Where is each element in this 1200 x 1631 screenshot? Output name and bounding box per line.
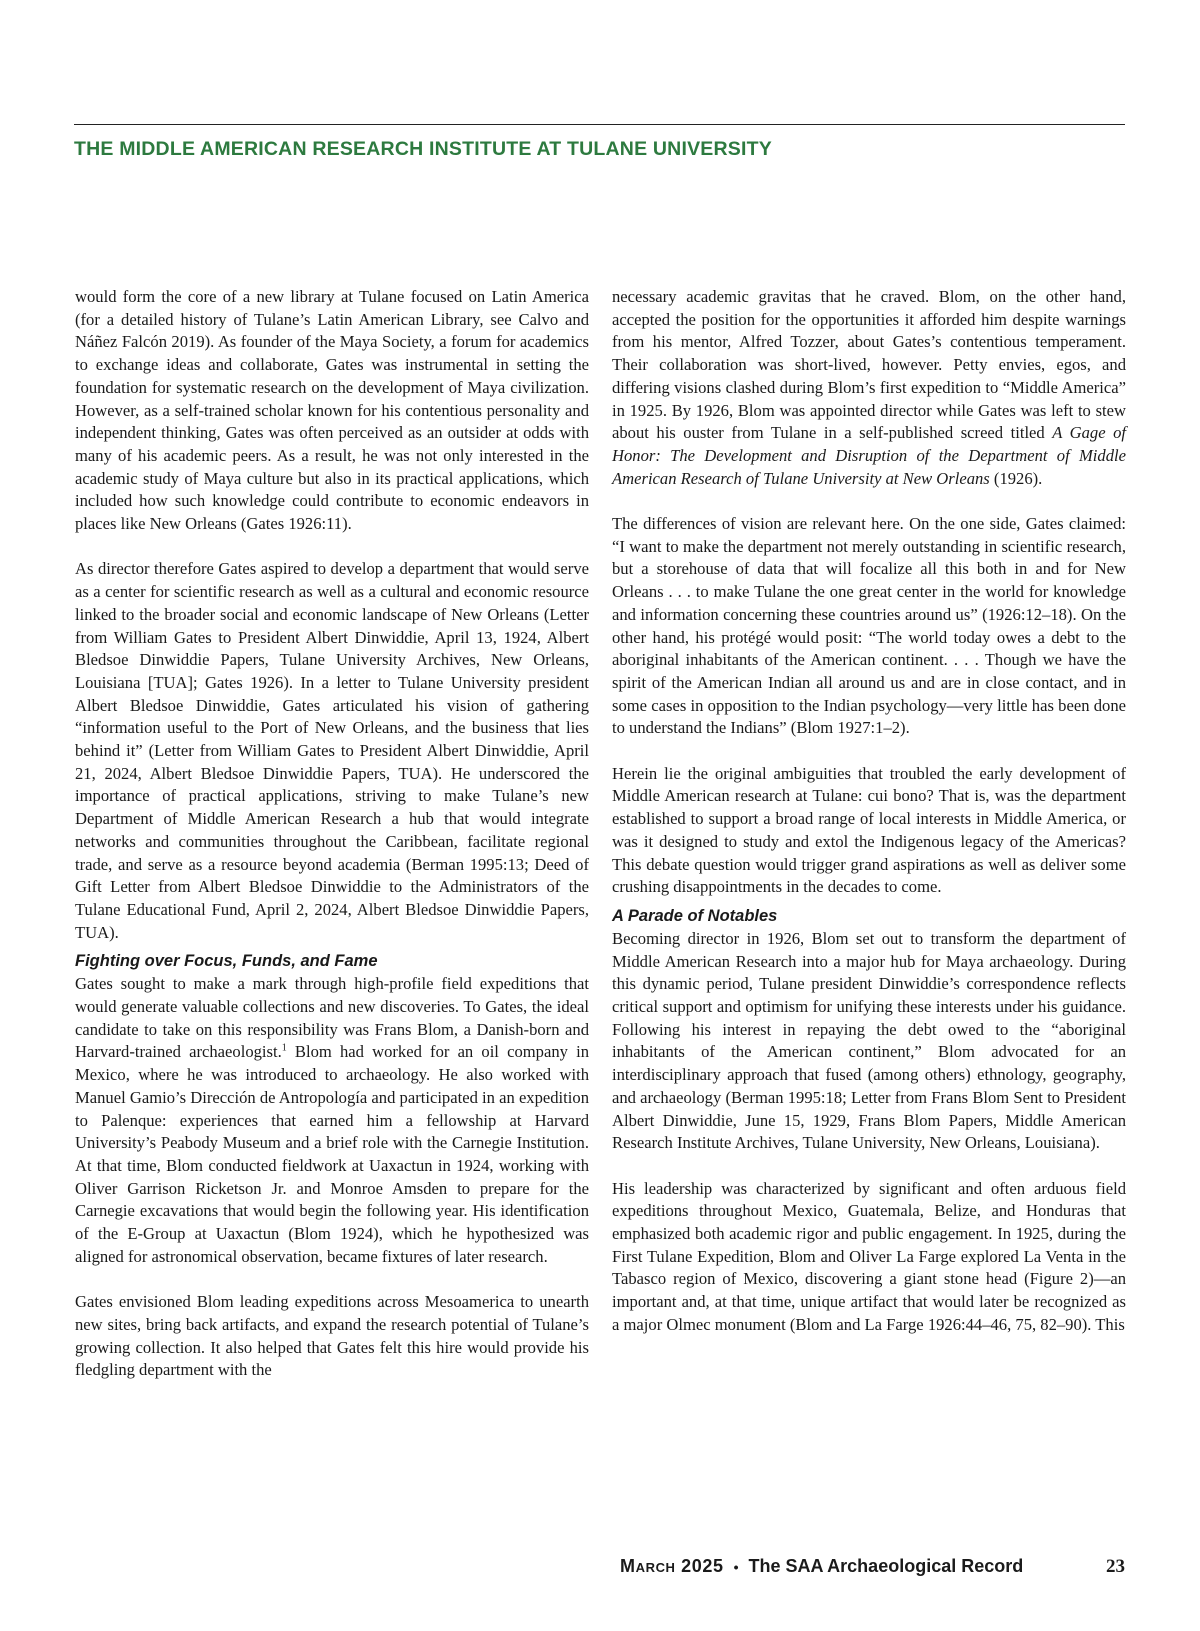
section-heading: A Parade of Notables: [612, 906, 778, 925]
right-column: [612, 286, 1126, 1359]
issue-date: March 2025: [620, 1556, 724, 1576]
paragraph-text: (1926).: [989, 468, 1043, 488]
paragraph-text: Blom had worked for an oil company in Mexico, where he was introduced to archaeology. He also worked with Manuel Gamio’s Dirección de Antropología and participated in an expedition to Palenque: experiences that earned him a fellowship at Harvard University’s Peabody Museum and a brief role with the Carnegie Institution. At that time, Blom conducted fieldwork at Uaxactun in 1924, working with Oliver Garrison Ricketson Jr. and Monroe Amsden to prepare for the Carnegie excavations that would begin the following year. His identification of the E-Group at Uaxactun (Blom 1924), which he hypothesized was aligned for astronomical observation, became fixtures of later research.: [75, 1042, 589, 1266]
paragraph: Gates envisioned Blom leading expeditions across Mesoamerica to unearth new sites, bring back artifacts, and expand the research potential of Tulane’s growing collection. It also helped that Gates felt this hire would provide his fledgling department with the: [75, 1292, 589, 1380]
footnote-marker[interactable]: 1: [281, 1042, 287, 1054]
running-header-title: THE MIDDLE AMERICAN RESEARCH INSTITUTE AT TULANE UNIVERSITY: [74, 138, 772, 160]
paragraph: Herein lie the original ambiguities that troubled the early development of Middle American research at Tulane: cui bono? That is, was the department established to support a broad range of local interests in Middle America, or was it designed to study and extol the Indigenous legacy of the Americas? This debate question would trigger grand aspirations as well as deliver some crushing disappointments in the decades to come.: [612, 763, 1126, 897]
section-heading: Fighting over Focus, Funds, and Fame: [75, 952, 378, 971]
separator-bullet: •: [733, 1559, 739, 1575]
paragraph: His leadership was characterized by significant and often arduous field expeditions throughout Mexico, Guatemala, Belize, and Honduras that emphasized both academic rigor and public engagement. In 1925, during the First Tulane Expedition, Blom and Oliver La Farge explored La Venta in the Tabasco region of Mexico, discovering a giant stone head (Figure 2)—an important and, at that time, unique artifact that would later be recognized as a major Olmec monument (Blom and La Farge 1926:44–46, 75, 82–90). This: [612, 1178, 1126, 1334]
paragraph: Becoming director in 1926, Blom set out to transform the department of Middle American Research into a major hub for Maya archaeology. During this dynamic period, Tulane president Dinwiddie’s correspondence reflects critical support and optimism for unifying these interests under his guidance. Following his interest in repaying the debt owed to the “aboriginal inhabitants of the American continent,” Blom advocated for an interdisciplinary approach that fused (among others) ethnology, geography, and archaeology (Berman 1995:18; Letter from Frans Blom Sent to President Albert Dinwiddie, June 15, 1929, Frans Blom Papers, Middle American Research Institute Archives, Tulane University, New Orleans, Louisiana).: [612, 928, 1126, 1153]
paragraph-text: necessary academic gravitas that he craved. Blom, on the other hand, accepted the position for the opportunities it afforded him despite warnings from his mentor, Alfred Tozzer, about Gates’s contentious temperament. Their collaboration was short-lived, however. Petty envies, egos, and differing visions clashed during Blom’s first expedition to “Middle America” in 1925. By 1926, Blom was appointed director while Gates was left to stew about his ouster from Tulane in a self-published screed titled: [612, 287, 1126, 443]
page-number: 23: [1106, 1556, 1125, 1577]
book-title: A Gage of Honor: The Development and Disruption of the Department of Middle American Research of Tulane University at New Orleans: [612, 423, 1126, 488]
page-footer: [620, 1556, 1125, 1582]
paragraph: As director therefore Gates aspired to develop a department that would serve as a center for scientific research as well as a cultural and economic resource linked to the broader social and economic landscape of New Orleans (Letter from William Gates to President Albert Dinwiddie, April 13, 1924, Albert Bledsoe Dinwiddie Papers, Tulane University Archives, New Orleans, Louisiana [TUA]; Gates 1926). In a letter to Tulane University president Albert Bledsoe Dinwiddie, Gates articulated his vision of gathering “information useful to the Port of New Orleans, and the business that lies behind it” (Letter from William Gates to President Albert Dinwiddie, April 21, 2024, Albert Bledsoe Dinwiddie Papers, TUA). He underscored the importance of practical applications, striving to make Tulane’s new Department of Middle American Research a hub that would integrate networks and communities throughout the Caribbean, facilitate regional trade, and serve as a resource beyond academia (Berman 1995:13; Deed of Gift Letter from Albert Bledsoe Dinwiddie to the Administrators of the Tulane Educational Fund, April 2, 2024, Albert Bledsoe Dinwiddie Papers, TUA).: [75, 559, 589, 942]
paragraph-text: Gates sought to make a mark through high-profile field expeditions that would generate valuable collections and new discoveries. To Gates, the ideal candidate to take on this responsibility was Frans Blom, a Danish-born and Harvard-trained archaeologist.: [75, 974, 589, 1062]
paragraph: would form the core of a new library at Tulane focused on Latin America (for a detailed history of Tulane’s Latin American Library, see Calvo and Náñez Falcón 2019). As founder of the Maya Society, a forum for academics to exchange ideas and collaborate, Gates was instrumental in setting the foundation for systematic research on the development of Maya civilization. However, as a self-trained scholar known for his contentious personality and independent thinking, Gates was often perceived as an outsider at odds with many of his academic peers. As a result, he was not only interested in the academic study of Maya culture but also in its practical applications, which included how such knowledge could contribute to economic endeavors in places like New Orleans (Gates 1926:11).: [75, 287, 589, 534]
header-rule: [74, 124, 1125, 125]
left-column: [75, 286, 589, 1405]
paragraph: [612, 286, 1126, 490]
paragraph: The differences of vision are relevant here. On the one side, Gates claimed: “I want to make the department not merely outstanding in scientific research, but a storehouse of data that will focalize all this both in and for New Orleans . . . to make Tulane the one great center in the world for knowledge and information concerning these countries around us” (1926:12–18). On the other hand, his protégé would posit: “The world today owes a debt to the aboriginal inhabitants of the American continent. . . . Though we have the spirit of the American Indian all around us and are in close contact, and in some cases in opposition to the Indian psychology—very little has been done to understand the Indians” (Blom 1927:1–2).: [612, 514, 1126, 738]
paragraph: [75, 973, 589, 1268]
publication-title: The SAA Archaeological Record: [748, 1556, 1024, 1576]
